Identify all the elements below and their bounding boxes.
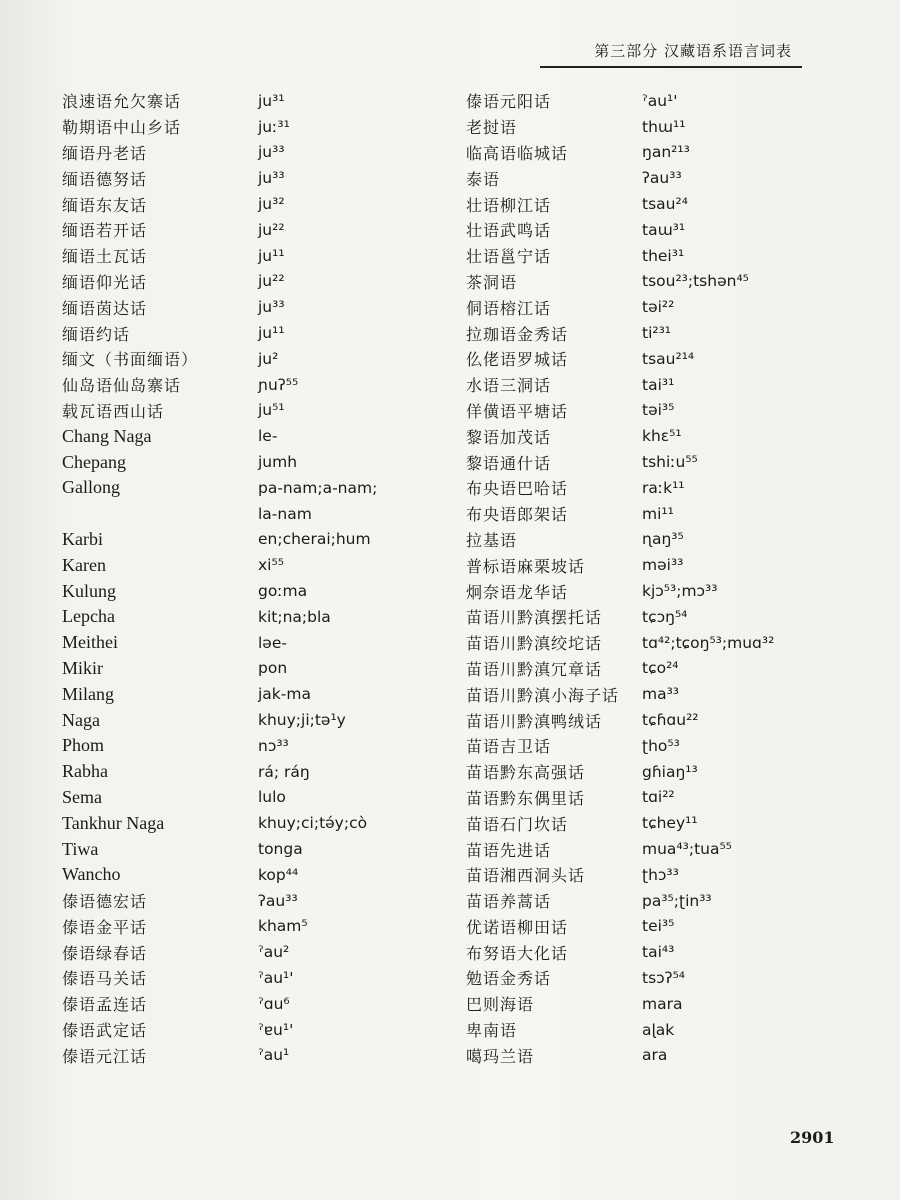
word-form: ˀɑu⁶ [258, 994, 290, 1013]
word-form: ti²³¹ [642, 324, 672, 343]
language-name: Wancho [62, 864, 121, 885]
entry-row [62, 630, 462, 656]
entry-row [62, 423, 462, 449]
word-form: ʔau³³ [642, 169, 682, 188]
word-form: aɭak [642, 1020, 675, 1039]
language-name: 傣语武定话 [62, 1021, 148, 1041]
entry-row [466, 759, 826, 785]
entry-row [62, 269, 462, 295]
entry-row [62, 888, 462, 914]
language-name: Tankhur Naga [62, 812, 165, 833]
entry-row [466, 423, 826, 449]
word-form: tai⁴³ [642, 943, 675, 962]
language-name: 苗语川黔滇冗章话 [466, 659, 603, 679]
language-name: 傣语德宏话 [62, 892, 148, 912]
language-name: 苗语川黔滇摆托话 [466, 608, 603, 628]
entry-row [62, 217, 462, 243]
word-form: ʈhɔ³³ [642, 865, 679, 884]
entry-row [466, 372, 826, 398]
word-form: ma³³ [642, 685, 680, 704]
word-form: ʔau³³ [258, 891, 298, 910]
word-form: tɑ⁴²;tɕoŋ⁵³;muɑ³² [642, 633, 775, 652]
word-form: la-nam [258, 504, 312, 523]
entry-row [62, 578, 462, 604]
word-form: ju³² [258, 195, 285, 214]
language-name: 黎语通什话 [466, 453, 552, 473]
language-name: 傣语绿春话 [62, 943, 148, 963]
word-form: jumh [258, 453, 298, 472]
entry-row [62, 449, 462, 475]
language-name: Kulung [62, 580, 116, 601]
language-name: 傣语金平话 [62, 917, 148, 937]
entry-row [466, 449, 826, 475]
entry-row [62, 501, 462, 527]
word-form: ju¹¹ [258, 324, 285, 343]
language-name: 黎语加茂话 [466, 427, 552, 447]
language-name: 优诺语柳田话 [466, 917, 569, 937]
word-form: kjɔ⁵³;mɔ³³ [642, 582, 718, 601]
entry-row [466, 604, 826, 630]
language-name: 勉语金秀话 [466, 969, 552, 989]
entry-row [466, 707, 826, 733]
language-name: 苗语川黔滇鸭绒话 [466, 711, 603, 731]
language-name: 布央语巴哈话 [466, 479, 569, 499]
entry-row [62, 88, 462, 114]
running-header [540, 40, 802, 68]
language-name: 布央语郎架话 [466, 505, 569, 525]
word-form: rá; ráŋ [258, 762, 310, 781]
language-name: 苗语黔东偶里话 [466, 788, 586, 808]
entry-row [466, 1042, 826, 1068]
language-name: 苗语黔东高强话 [466, 763, 586, 783]
entry-row [62, 656, 462, 682]
entry-row [62, 939, 462, 965]
word-form: ju³³ [258, 298, 285, 317]
entry-row [466, 552, 826, 578]
language-name: 缅语仰光话 [62, 272, 148, 292]
word-form: ju³¹ [258, 91, 285, 110]
language-name: 缅文（书面缅语） [62, 350, 199, 370]
entry-row [466, 1017, 826, 1043]
language-name: Mikir [62, 657, 104, 678]
entry-row [466, 269, 826, 295]
word-form: ˀau¹ [258, 1046, 290, 1065]
word-form: mara [642, 994, 683, 1013]
entry-row [466, 294, 826, 320]
entry-row [466, 810, 826, 836]
word-form: ara [642, 1046, 668, 1065]
language-name: Sema [62, 786, 102, 807]
language-name: 苗语先进话 [466, 840, 552, 860]
language-name: 缅语东友话 [62, 195, 148, 215]
entry-row [62, 165, 462, 191]
language-name: 缅语德努话 [62, 169, 148, 189]
page-number: 2901 [790, 1128, 835, 1147]
word-form: tɕo²⁴ [642, 659, 679, 678]
word-form: təi²² [642, 298, 675, 317]
language-name: 佯僙语平塘话 [466, 401, 569, 421]
entry-row [62, 991, 462, 1017]
language-name: 炯奈语龙华话 [466, 582, 569, 602]
entry-row [62, 1042, 462, 1068]
language-name: 普标语麻栗坡话 [466, 556, 586, 576]
language-name: 老挝语 [466, 118, 518, 138]
word-form: təi³⁵ [642, 401, 675, 420]
entry-row [466, 114, 826, 140]
language-name: 傣语元阳话 [466, 92, 552, 112]
entry-row [466, 733, 826, 759]
entry-row [466, 939, 826, 965]
entry-row [466, 836, 826, 862]
entry-row [466, 862, 826, 888]
language-name: 傣语马关话 [62, 969, 148, 989]
entry-row [62, 759, 462, 785]
entry-row [466, 656, 826, 682]
word-form: ju¹¹ [258, 246, 285, 265]
language-name: 缅语茵达话 [62, 298, 148, 318]
entry-row [62, 527, 462, 553]
language-name: 巴则海语 [466, 995, 535, 1015]
entry-row [62, 475, 462, 501]
language-name: 卑南语 [466, 1021, 518, 1041]
word-form: taɯ³¹ [642, 220, 686, 239]
language-name: Rabha [62, 761, 108, 782]
entry-row [62, 965, 462, 991]
word-form: pon [258, 659, 288, 678]
entry-row [466, 991, 826, 1017]
word-form: tɕɦɑu²² [642, 711, 699, 730]
entry-row [62, 1017, 462, 1043]
word-form: juː³¹ [258, 117, 290, 136]
entry-row [466, 191, 826, 217]
entry-row [466, 398, 826, 424]
word-form: ˀau² [258, 943, 290, 962]
entry-row [466, 965, 826, 991]
word-form: ju³³ [258, 169, 285, 188]
word-form: ju³³ [258, 143, 285, 162]
language-name: 仙岛语仙岛寨话 [62, 376, 182, 396]
word-form: goːma [258, 582, 308, 601]
word-form: tsau²¹⁴ [642, 349, 695, 368]
language-name: 仫佬语罗城话 [466, 350, 569, 370]
word-form: ˀɐu¹' [258, 1020, 294, 1039]
word-form: tai³¹ [642, 375, 675, 394]
word-form: tɑi²² [642, 788, 675, 807]
language-name: 缅语约话 [62, 324, 131, 344]
left-column [62, 88, 462, 1068]
entry-row [62, 862, 462, 888]
word-form: pa-nam;a-nam; [258, 478, 378, 497]
language-name: Gallong [62, 477, 120, 498]
entry-row [62, 604, 462, 630]
language-name: 苗语湘西洞头话 [466, 866, 586, 886]
word-form: kit;na;bla [258, 607, 331, 626]
word-form: tei³⁵ [642, 917, 675, 936]
language-name: 布努语大化话 [466, 943, 569, 963]
language-name: 泰语 [466, 169, 501, 189]
language-name: 傣语元江话 [62, 1046, 148, 1066]
language-name: 拉珈语金秀话 [466, 324, 569, 344]
word-form: ləe- [258, 633, 287, 652]
language-name: Karbi [62, 528, 103, 549]
language-name: 苗语吉卫话 [466, 737, 552, 757]
entry-row [466, 243, 826, 269]
entry-row [466, 630, 826, 656]
language-name: 苗语川黔滇小海子话 [466, 685, 620, 705]
language-name: 苗语石门坎话 [466, 814, 569, 834]
entry-row [62, 552, 462, 578]
word-form: mi¹¹ [642, 504, 674, 523]
language-name: 侗语榕江话 [466, 298, 552, 318]
word-form: ɳaŋ³⁵ [642, 530, 684, 549]
language-name: 傣语孟连话 [62, 995, 148, 1015]
word-form: tɕɔŋ⁵⁴ [642, 607, 688, 626]
language-name: Phom [62, 735, 105, 756]
word-form: thɯ¹¹ [642, 117, 686, 136]
entry-row [466, 165, 826, 191]
entry-row [466, 140, 826, 166]
word-form: tɕhey¹¹ [642, 814, 698, 833]
language-name: 缅语若开话 [62, 221, 148, 241]
entry-row [62, 320, 462, 346]
language-name: Tiwa [62, 838, 99, 859]
entry-row [466, 320, 826, 346]
word-form: xi⁵⁵ [258, 556, 284, 575]
entry-row [62, 681, 462, 707]
word-form: raːk¹¹ [642, 478, 685, 497]
language-name: 苗语养蒿话 [466, 892, 552, 912]
entry-row [466, 785, 826, 811]
entry-row [466, 578, 826, 604]
language-name: Milang [62, 683, 114, 704]
language-name: Chang Naga [62, 425, 152, 446]
entry-row [62, 114, 462, 140]
word-form: khɛ⁵¹ [642, 427, 682, 446]
word-form: gɦiaŋ¹³ [642, 762, 698, 781]
entry-row [62, 810, 462, 836]
entry-row [466, 914, 826, 940]
language-name: 浪速语允欠寨话 [62, 92, 182, 112]
word-form: ju²² [258, 272, 285, 291]
word-form: ˀau¹' [642, 91, 678, 110]
word-form: nɔ³³ [258, 736, 289, 755]
entry-row [62, 785, 462, 811]
word-form: kop⁴⁴ [258, 865, 299, 884]
entry-row [62, 733, 462, 759]
word-form: ju²² [258, 220, 285, 239]
entry-row [466, 888, 826, 914]
language-name: 壮语邕宁话 [466, 247, 552, 267]
entry-row [62, 191, 462, 217]
word-form: tshiːu⁵⁵ [642, 453, 698, 472]
word-form: khuy;ci;tə́y;cò [258, 814, 368, 833]
entry-row [62, 914, 462, 940]
entry-row [466, 527, 826, 553]
language-name: Meithei [62, 632, 118, 653]
language-name: 载瓦语西山话 [62, 401, 165, 421]
entry-row [466, 501, 826, 527]
entry-row [62, 140, 462, 166]
language-name: 茶洞语 [466, 272, 518, 292]
language-name: 拉基语 [466, 530, 518, 550]
word-form: en;cherai;hum [258, 530, 371, 549]
language-name: 缅语土瓦话 [62, 247, 148, 267]
right-column [466, 88, 826, 1068]
word-form: jak-ma [258, 685, 311, 704]
entry-row [466, 681, 826, 707]
entry-row [62, 836, 462, 862]
entry-row [466, 475, 826, 501]
word-form: ŋan²¹³ [642, 143, 690, 162]
entry-row [62, 243, 462, 269]
language-name: Karen [62, 554, 106, 575]
entry-row [62, 346, 462, 372]
language-name: 勒期语中山乡话 [62, 118, 182, 138]
entry-row [62, 707, 462, 733]
language-name: 壮语武鸣话 [466, 221, 552, 241]
word-form: tsɔʔ⁵⁴ [642, 968, 686, 987]
language-name: 临高语临城话 [466, 143, 569, 163]
language-name: 水语三洞话 [466, 376, 552, 396]
word-form: ʈho⁵³ [642, 736, 680, 755]
language-name: 苗语川黔滇绞坨话 [466, 634, 603, 654]
word-form: mua⁴³;tua⁵⁵ [642, 840, 732, 858]
entry-row [62, 398, 462, 424]
language-name: Lepcha [62, 606, 115, 627]
word-form: ˀau¹' [258, 968, 294, 987]
language-name: 噶玛兰语 [466, 1046, 535, 1066]
word-form: ɲuʔ⁵⁵ [258, 375, 299, 394]
entry-row [466, 346, 826, 372]
language-name: Naga [62, 709, 100, 730]
word-form: le- [258, 427, 278, 446]
word-form: məi³³ [642, 556, 684, 575]
word-form: tonga [258, 840, 303, 858]
word-form: ju² [258, 349, 279, 368]
word-form: thei³¹ [642, 246, 685, 265]
word-form: kham⁵ [258, 917, 308, 936]
language-name: 壮语柳江话 [466, 195, 552, 215]
word-form: khuy;ji;tə¹y [258, 711, 346, 730]
entry-row [466, 217, 826, 243]
word-form: tsou²³;tshən⁴⁵ [642, 272, 749, 291]
word-form: tsau²⁴ [642, 195, 688, 214]
language-name: Chepang [62, 451, 126, 472]
entry-row [466, 88, 826, 114]
entry-row [62, 372, 462, 398]
word-form: ju⁵¹ [258, 401, 285, 420]
word-form: pa³⁵;ʈin³³ [642, 891, 712, 910]
language-name: 缅语丹老话 [62, 143, 148, 163]
word-form: lulo [258, 788, 286, 807]
header-title: 第三部分 汉藏语系语言词表 [594, 42, 792, 60]
entry-row [62, 294, 462, 320]
